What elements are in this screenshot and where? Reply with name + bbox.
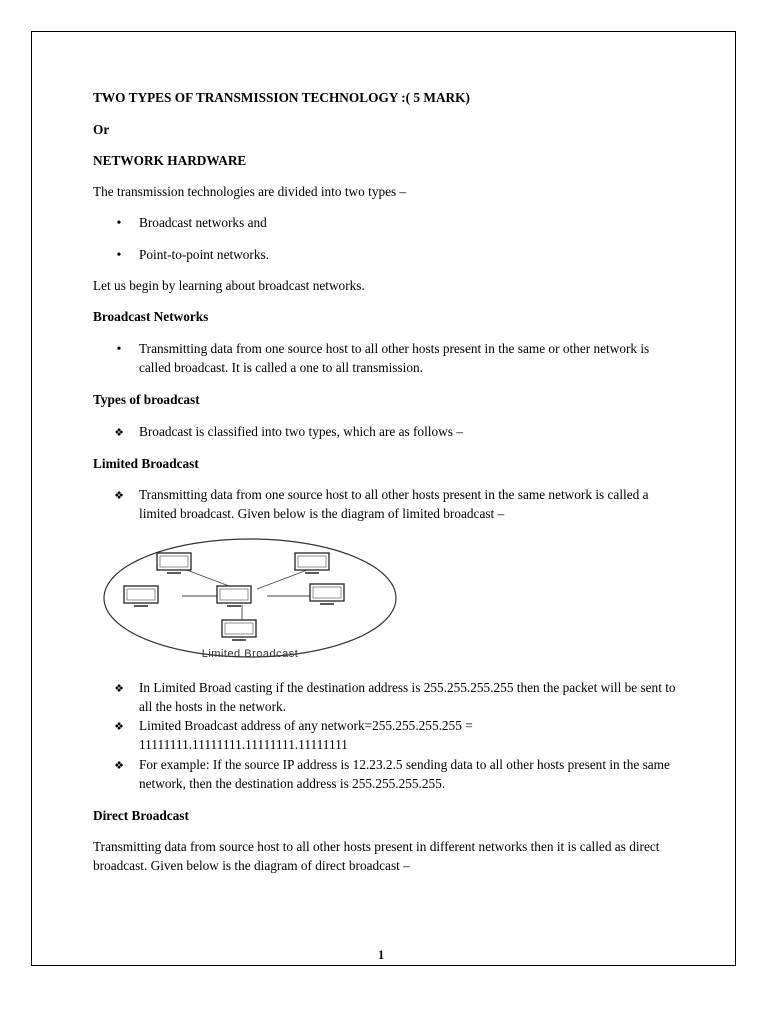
host-icon: [222, 620, 256, 640]
host-icon: [310, 584, 344, 604]
or-heading: Or: [93, 122, 110, 137]
list-item-text: Transmitting data from one source host to all other hosts present in the same or other network is called broadcast. It is called a one to all transmission.: [139, 341, 650, 375]
host-icon: [295, 553, 329, 573]
figure-caption: Limited Broadcast: [201, 648, 299, 660]
list-item: [139, 339, 679, 377]
list-item: [139, 755, 679, 793]
page-number: 1: [378, 948, 385, 962]
list-item-text: For example: If the source IP address is 12.23.2.5 sending data to all other hosts present in the same network, then the destination address is 255.255.255.255.: [139, 757, 670, 791]
bullet-icon: [112, 339, 126, 359]
diamond-bullet-icon: [112, 716, 126, 737]
main-heading: TWO TYPES OF TRANSMISSION TECHNOLOGY :( 5 MARK): [93, 90, 470, 105]
limited-broadcast-diagram: [96, 536, 404, 663]
direct-broadcast-paragraph: Transmitting data from source host to all other hosts present in different networks then it is called as direct broadcast. Given below is the diagram of direct broadcast –: [93, 839, 660, 873]
network-hardware-heading: NETWORK HARDWARE: [93, 153, 247, 168]
list-item: [139, 716, 679, 754]
types-of-broadcast-heading: Types of broadcast: [93, 392, 200, 407]
lead-in-paragraph: Let us begin by learning about broadcast networks.: [93, 278, 365, 293]
limited-broadcast-heading: Limited Broadcast: [93, 456, 199, 471]
list-item: [139, 422, 679, 441]
diamond-bullet-icon: [112, 485, 126, 506]
diamond-bullet-icon: [112, 755, 126, 776]
diamond-bullet-icon: [112, 422, 126, 443]
direct-broadcast-heading: Direct Broadcast: [93, 808, 189, 823]
host-icon: [157, 553, 191, 573]
list-item: [139, 485, 679, 523]
list-item: [139, 678, 679, 716]
bullet-icon: [112, 245, 126, 265]
center-host-icon: [217, 586, 251, 606]
list-item-text: Limited Broadcast address of any network=255.255.255.255 = 11111111.11111111.11111111.11111111: [139, 718, 473, 752]
list-item-text: Broadcast is classified into two types, which are as follows –: [139, 424, 463, 439]
list-item-text: Point-to-point networks.: [139, 247, 270, 262]
list-item-text: Broadcast networks and: [139, 215, 267, 230]
list-item-text: In Limited Broad casting if the destination address is 255.255.255.255 then the packet will be sent to all the hosts in the network.: [139, 680, 676, 714]
list-item: [139, 245, 679, 264]
list-item-text: Transmitting data from one source host to all other hosts present in the same network is called a limited broadcast. Given below is the diagram of limited broadcast –: [139, 487, 649, 521]
host-icon: [124, 586, 158, 606]
broadcast-networks-heading: Broadcast Networks: [93, 309, 209, 324]
diamond-bullet-icon: [112, 678, 126, 699]
list-item: [139, 213, 679, 232]
bullet-icon: [112, 213, 126, 233]
intro-paragraph: The transmission technologies are divided into two types –: [93, 184, 407, 199]
